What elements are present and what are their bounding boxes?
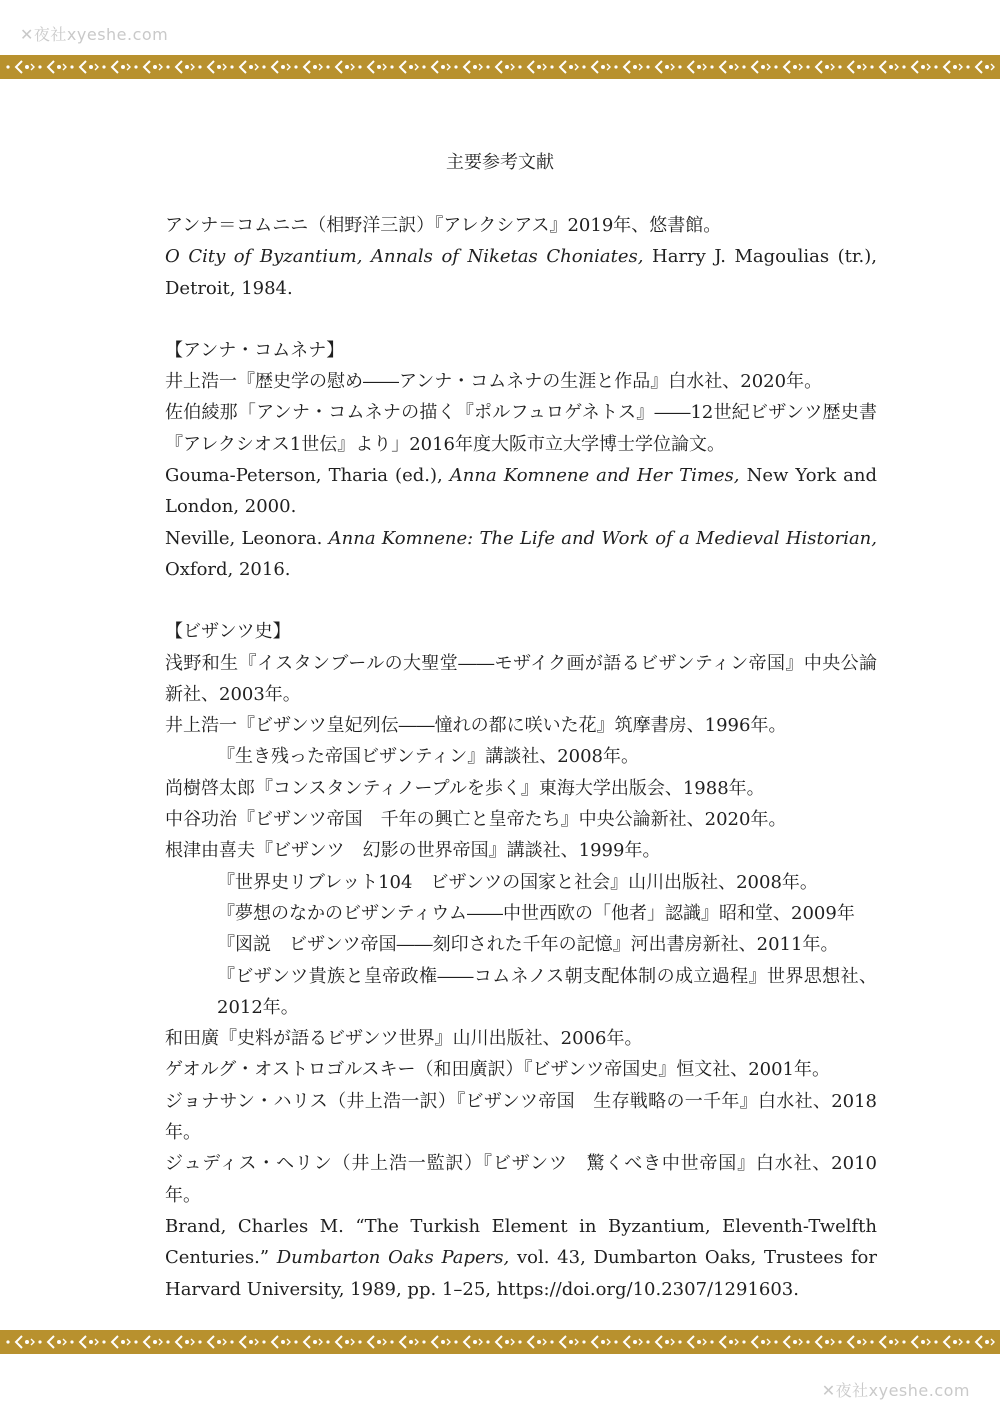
bibliography-entry (165, 835, 877, 866)
entry-text: Oxford, 2016. (165, 558, 291, 580)
bibliography-section (165, 210, 877, 304)
entry-text: 浅野和生『イスタンブールの大聖堂――モザイク画が語るビザンティン帝国』中央公論新社、2003年。 (165, 652, 877, 705)
ornament-motif (230, 61, 258, 73)
entry-text: 『夢想のなかのビザンティウム――中世西欧の「他者」認識』昭和堂、2009年 (217, 902, 855, 924)
border-ornament-pattern (0, 1330, 1000, 1354)
ornament-motif (582, 61, 610, 73)
entry-title-italic: Dumbarton Oaks Papers, (276, 1247, 510, 1269)
ornament-motif (6, 61, 34, 73)
section-heading: 【ビザンツ史】 (165, 621, 291, 643)
ornament-motif (838, 61, 866, 73)
ornament-motif (6, 1336, 34, 1348)
entry-text: ゲオルグ・オストロゴルスキー（和田廣訳）『ビザンツ帝国史』恒文社、2001年。 (165, 1059, 831, 1081)
border-ornament-pattern (0, 55, 1000, 79)
entry-text: 中谷功治『ビザンツ帝国 千年の興亡と皇帝たち』中央公論新社、2020年。 (165, 809, 787, 831)
bibliography-entry (165, 1148, 877, 1211)
entry-text: 『生き残った帝国ビザンティン』講談社、2008年。 (217, 746, 640, 768)
ornament-motif (646, 61, 674, 73)
ornament-motif (326, 1336, 354, 1348)
entry-text: 佐伯綾那「アンナ・コムネナの描く『ポルフュロゲネトス』――12世紀ビザンツ歴史書『アレクシオス1世伝』より」2016年度大阪市立大学博士学位論文。 (165, 402, 877, 455)
ornament-motif (614, 1336, 642, 1348)
ornamental-border-top (0, 55, 1000, 79)
ornament-motif (646, 1336, 674, 1348)
entry-title-italic: Anna Komnene: The Life and Work of a Medieval Historian, (328, 527, 878, 549)
ornament-motif (70, 1336, 98, 1348)
entry-text: ジュディス・ヘリン（井上浩一監訳）『ビザンツ 驚くべき中世帝国』白水社、2010年。 (165, 1153, 877, 1206)
bibliography-entry (165, 648, 877, 711)
page-title: 主要参考文献 (446, 152, 554, 173)
bibliography-entry (165, 898, 877, 929)
entry-text: Brand, Charles M. “The Turkish Element in Byzantium, Eleventh-Twelfth Centuries.” (165, 1215, 877, 1269)
ornament-motif (38, 1336, 66, 1348)
entry-title-italic: O City of Byzantium, Annals of Niketas Choniates, (165, 246, 644, 268)
ornament-motif (550, 1336, 578, 1348)
ornament-motif (870, 1336, 898, 1348)
bibliography-entry (165, 929, 877, 960)
entry-text: アンナ＝コムニニ（相野洋三訳）『アレクシアス』2019年、悠書館。 (165, 215, 722, 236)
ornament-motif (966, 61, 994, 73)
ornament-motif (486, 1336, 514, 1348)
bibliography-entry (165, 773, 877, 804)
ornament-motif (166, 61, 194, 73)
entry-text: New York and London, 2000. (165, 465, 877, 518)
ornament-motif (710, 61, 738, 73)
entry-text: 根津由喜夫『ビザンツ 幻影の世界帝国』講談社、1999年。 (165, 840, 661, 862)
ornament-motif (134, 61, 162, 73)
bibliography-entry (165, 1023, 877, 1054)
ornament-motif (966, 1336, 994, 1348)
entry-text: ジョナサン・ハリス（井上浩一訳）『ビザンツ帝国 生存戦略の一千年』白水社、2018年。 (165, 1090, 877, 1144)
ornament-motif (358, 1336, 386, 1348)
entry-text: 尚樹啓太郎『コンスタンティノープルを歩く』東海大学出版会、1988年。 (165, 777, 765, 799)
bibliography-entry (165, 867, 877, 898)
entry-text: 『ビザンツ貴族と皇帝政権――コムネノス朝支配体制の成立過程』世界思想社、2012年。 (217, 965, 877, 1018)
ornament-motif (742, 61, 770, 73)
entry-text: 井上浩一『ビザンツ皇妃列伝――憧れの都に咲いた花』筑摩書房、1996年。 (165, 715, 787, 737)
ornament-motif (422, 61, 450, 73)
ornament-motif (262, 1336, 290, 1348)
ornament-motif (774, 61, 802, 73)
ornament-motif (614, 61, 642, 73)
ornament-motif (454, 1336, 482, 1348)
ornament-motif (934, 61, 962, 73)
ornament-motif (166, 1336, 194, 1348)
ornament-motif (326, 61, 354, 73)
bibliography-entry (165, 1054, 877, 1085)
ornament-motif (902, 61, 930, 73)
ornament-motif (774, 1336, 802, 1348)
ornament-motif (390, 61, 418, 73)
entry-text: 和田廣『史料が語るビザンツ世界』山川出版社、2006年。 (165, 1028, 643, 1050)
entry-text: 井上浩一『歴史学の慰め――アンナ・コムネナの生涯と作品』白水社、2020年。 (165, 371, 823, 393)
bibliography-entry (165, 210, 877, 241)
ornament-motif (198, 1336, 226, 1348)
entry-text: vol. 43, Dumbarton Oaks, Trustees for Harvard University, 1989, pp. 1–25, https://doi.org/10.2307/1291603. (165, 1247, 877, 1300)
ornament-motif (262, 61, 290, 73)
ornament-motif (486, 61, 514, 73)
ornament-motif (102, 61, 130, 73)
entry-text: 『世界史リブレット104 ビザンツの国家と社会』山川出版社、2008年。 (217, 871, 818, 893)
watermark-bottom: ✕夜社xyeshe.com (821, 1381, 970, 1400)
ornament-motif (518, 61, 546, 73)
ornament-motif (582, 1336, 610, 1348)
ornament-motif (710, 1336, 738, 1348)
bibliography-section (165, 616, 877, 1305)
ornament-motif (518, 1336, 546, 1348)
bibliography-entry (165, 804, 877, 835)
ornament-motif (454, 61, 482, 73)
bibliography-entry (165, 366, 877, 397)
ornament-motif (358, 61, 386, 73)
ornament-motif (838, 1336, 866, 1348)
bibliography-entry (165, 397, 877, 460)
watermark-top: ✕夜社xyeshe.com (20, 25, 169, 44)
ornament-motif (70, 61, 98, 73)
ornament-motif (294, 61, 322, 73)
ornament-motif (934, 1336, 962, 1348)
ornament-motif (678, 1336, 706, 1348)
ornament-motif (806, 61, 834, 73)
ornament-motif (134, 1336, 162, 1348)
entry-text: Neville, Leonora. (165, 527, 329, 549)
entry-text: Gouma-Peterson, Tharia (ed.), (165, 465, 450, 487)
ornament-motif (294, 1336, 322, 1348)
bibliography-content (165, 210, 877, 1336)
ornament-motif (742, 1336, 770, 1348)
bibliography-entry (165, 460, 877, 523)
ornament-motif (390, 1336, 418, 1348)
section-heading: 【アンナ・コムネナ】 (165, 339, 345, 361)
bibliography-section (165, 335, 877, 585)
entry-text: Harry J. Magoulias (tr.), Detroit, 1984. (165, 246, 877, 299)
ornament-motif (102, 1336, 130, 1348)
ornament-motif (422, 1336, 450, 1348)
ornament-motif (38, 61, 66, 73)
ornament-motif (198, 61, 226, 73)
ornament-motif (678, 61, 706, 73)
ornament-motif (902, 1336, 930, 1348)
bibliography-entry (165, 1211, 877, 1305)
ornament-motif (550, 61, 578, 73)
bibliography-entry (165, 1086, 877, 1149)
entry-text: 『図説 ビザンツ帝国――刻印された千年の記憶』河出書房新社、2011年。 (217, 934, 839, 956)
ornament-motif (870, 61, 898, 73)
ornamental-border-bottom (0, 1330, 1000, 1354)
ornament-motif (230, 1336, 258, 1348)
bibliography-entry (165, 523, 877, 586)
bibliography-entry (165, 961, 877, 1024)
bibliography-entry (165, 241, 877, 304)
bibliography-entry (165, 710, 877, 741)
ornament-motif (806, 1336, 834, 1348)
bibliography-entry (165, 741, 877, 772)
entry-title-italic: Anna Komnene and Her Times, (449, 465, 740, 487)
